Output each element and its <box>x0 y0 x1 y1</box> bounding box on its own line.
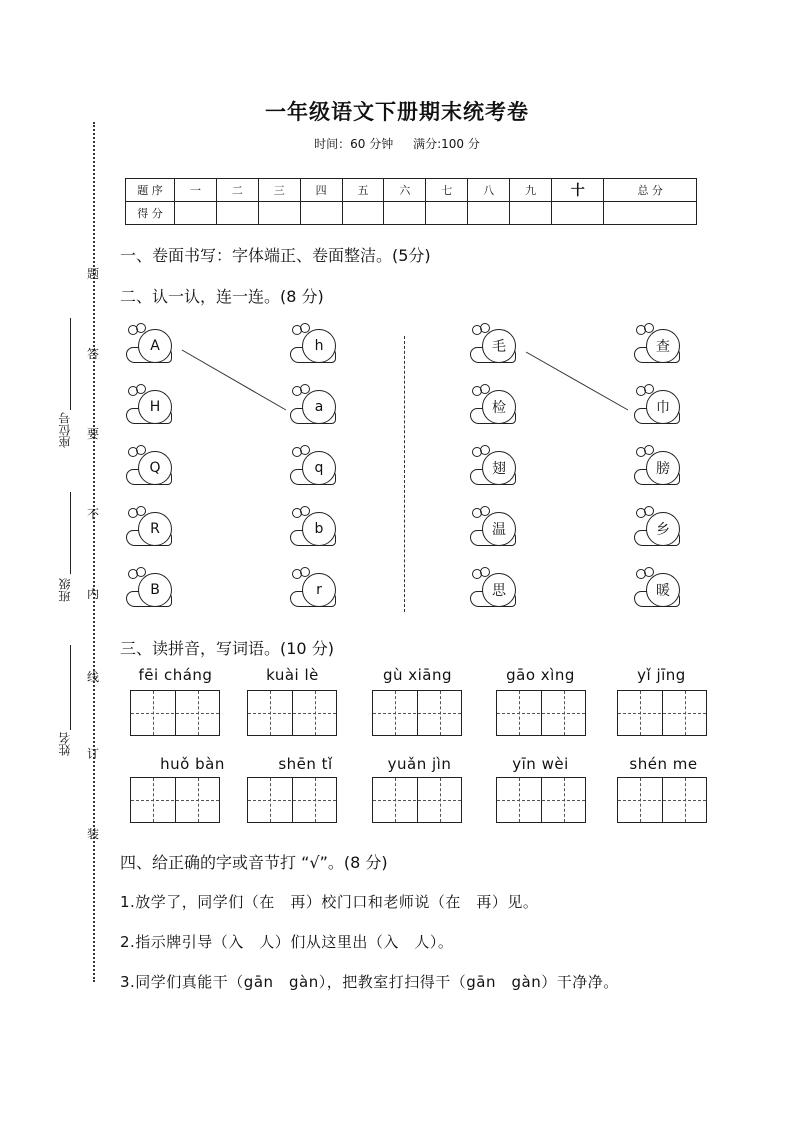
score-input-cell[interactable] <box>342 202 384 225</box>
writing-grid[interactable] <box>247 777 337 823</box>
binding-char: 线 <box>87 670 100 684</box>
grid-guide <box>497 713 585 714</box>
score-input-cell[interactable] <box>604 202 697 225</box>
grid-guide <box>440 691 441 735</box>
score-table <box>125 178 697 225</box>
name-line[interactable] <box>70 645 71 730</box>
score-input-cell[interactable] <box>258 202 300 225</box>
table-cell: 一 <box>175 179 217 202</box>
binding-char: 订 <box>87 747 100 761</box>
seat-number-line[interactable] <box>70 318 71 410</box>
grid-guide <box>131 713 219 714</box>
score-input-cell[interactable] <box>468 202 510 225</box>
writing-grid[interactable] <box>247 690 337 736</box>
snail-letter: q <box>302 451 336 485</box>
pinyin-label: kuài lè <box>266 666 319 684</box>
snail-card[interactable] <box>290 323 340 367</box>
snail-card[interactable] <box>634 567 684 611</box>
table-cell: 二 <box>216 179 258 202</box>
writing-grid[interactable] <box>496 777 586 823</box>
score-input-cell[interactable] <box>552 202 604 225</box>
snail-card[interactable] <box>290 567 340 611</box>
grid-guide <box>685 691 686 735</box>
snail-card[interactable] <box>126 384 176 428</box>
score-input-cell[interactable] <box>300 202 342 225</box>
snail-character: 膀 <box>646 451 680 485</box>
pinyin-label: yuǎn jìn <box>387 755 452 773</box>
snail-character: 思 <box>482 573 516 607</box>
snail-letter: a <box>302 390 336 424</box>
grid-guide <box>519 691 520 735</box>
snail-card[interactable] <box>470 506 520 550</box>
table-cell: 五 <box>342 179 384 202</box>
grid-guide <box>640 778 641 822</box>
pinyin-label: gù xiāng <box>382 666 453 684</box>
snail-card[interactable] <box>470 567 520 611</box>
binding-char: 要 <box>87 427 100 441</box>
table-cell: 八 <box>468 179 510 202</box>
snail-card[interactable] <box>290 384 340 428</box>
grid-guide <box>270 778 271 822</box>
table-cell: 四 <box>300 179 342 202</box>
pinyin-label: huǒ bàn <box>160 755 225 773</box>
question-1[interactable]: 1.放学了，同学们（在 再）校门口和老师说（在 再）见。 <box>120 893 539 911</box>
pinyin-label: gāo xìng <box>506 666 575 684</box>
snail-card[interactable] <box>634 506 684 550</box>
snail-card[interactable] <box>470 323 520 367</box>
grid-guide <box>395 778 396 822</box>
table-cell: 七 <box>426 179 468 202</box>
binding-char: 不 <box>87 507 100 521</box>
snail-card[interactable] <box>290 445 340 489</box>
page-title: 一年级语文下册期末统考卷 <box>265 100 529 124</box>
table-cell: 十 <box>552 179 604 202</box>
snail-card[interactable] <box>126 323 176 367</box>
table-cell: 得 分 <box>126 202 175 225</box>
class-line[interactable] <box>70 492 71 574</box>
writing-grid[interactable] <box>372 690 462 736</box>
snail-card[interactable] <box>634 323 684 367</box>
score-input-cell[interactable] <box>426 202 468 225</box>
grid-guide <box>198 778 199 822</box>
grid-guide <box>315 778 316 822</box>
pinyin-label: yǐ jīng <box>637 666 686 684</box>
grid-guide <box>153 778 154 822</box>
grid-guide <box>497 800 585 801</box>
class-label: 班级 <box>58 578 72 602</box>
grid-guide <box>373 713 461 714</box>
grid-guide <box>153 691 154 735</box>
section-4-heading: 四、给正确的字或音节打 “√”。(8 分) <box>120 853 388 872</box>
pinyin-label: fēi cháng <box>138 666 213 684</box>
exam-full-score: 满分:100 分 <box>413 137 480 151</box>
grid-guide <box>248 713 336 714</box>
binding-char: 答 <box>87 347 100 361</box>
table-cell: 九 <box>510 179 552 202</box>
grid-guide <box>440 778 441 822</box>
pinyin-label: yīn wèi <box>512 755 569 773</box>
score-input-cell[interactable] <box>384 202 426 225</box>
table-cell: 题 序 <box>126 179 175 202</box>
grid-guide <box>685 778 686 822</box>
snail-letter: R <box>138 512 172 546</box>
table-cell: 六 <box>384 179 426 202</box>
writing-grid[interactable] <box>372 777 462 823</box>
snail-character: 乡 <box>646 512 680 546</box>
binding-char: 内 <box>87 587 100 601</box>
match-line-mao-jin <box>526 352 628 410</box>
score-input-cell[interactable] <box>216 202 258 225</box>
grid-guide <box>564 778 565 822</box>
section-2-heading: 二、认一认，连一连。(8 分) <box>120 287 324 306</box>
grid-guide <box>198 691 199 735</box>
grid-guide <box>373 800 461 801</box>
writing-grid[interactable] <box>130 690 220 736</box>
writing-grid[interactable] <box>130 777 220 823</box>
snail-character: 巾 <box>646 390 680 424</box>
snail-card[interactable] <box>470 384 520 428</box>
grid-guide <box>640 691 641 735</box>
snail-card[interactable] <box>634 445 684 489</box>
snail-letter: A <box>138 329 172 363</box>
snail-letter: H <box>138 390 172 424</box>
snail-letter: h <box>302 329 336 363</box>
table-cell: 三 <box>258 179 300 202</box>
match-line-a-a <box>182 350 286 410</box>
snail-character: 暖 <box>646 573 680 607</box>
name-label: 姓名 <box>58 732 72 756</box>
writing-grid[interactable] <box>617 690 707 736</box>
grid-guide <box>564 691 565 735</box>
binding-dotted-line <box>93 122 95 982</box>
snail-letter: b <box>302 512 336 546</box>
exam-time: 时间：60 分钟 <box>314 137 394 151</box>
seat-number-label: 座位号 <box>58 412 72 448</box>
snail-letter: Q <box>138 451 172 485</box>
snail-card[interactable] <box>634 384 684 428</box>
snail-card[interactable] <box>290 506 340 550</box>
score-input-cell[interactable] <box>175 202 217 225</box>
writing-grid[interactable] <box>617 777 707 823</box>
snail-character: 翅 <box>482 451 516 485</box>
grid-guide <box>248 800 336 801</box>
snail-character: 检 <box>482 390 516 424</box>
pinyin-label: shén me <box>629 755 698 773</box>
question-2[interactable]: 2.指示牌引导（入 人）们从这里出（入 人）。 <box>120 933 454 951</box>
snail-card[interactable] <box>126 567 176 611</box>
exam-meta <box>0 135 794 152</box>
snail-card[interactable] <box>126 445 176 489</box>
snail-character: 温 <box>482 512 516 546</box>
grid-guide <box>618 800 706 801</box>
snail-card[interactable] <box>126 506 176 550</box>
binding-char: 装 <box>87 827 100 841</box>
snail-character: 毛 <box>482 329 516 363</box>
grid-guide <box>270 691 271 735</box>
grid-guide <box>395 691 396 735</box>
grid-guide <box>315 691 316 735</box>
question-3[interactable]: 3.同学们真能干（gān gàn），把教室打扫得干（gān gàn）干净净。 <box>120 973 619 991</box>
score-input-cell[interactable] <box>510 202 552 225</box>
grid-guide <box>519 778 520 822</box>
grid-guide <box>618 713 706 714</box>
grid-guide <box>131 800 219 801</box>
snail-letter: B <box>138 573 172 607</box>
binding-char: 题 <box>87 267 100 281</box>
writing-grid[interactable] <box>496 690 586 736</box>
score-table-header-row <box>126 179 697 202</box>
pinyin-label: shēn tǐ <box>278 755 333 773</box>
snail-card[interactable] <box>470 445 520 489</box>
score-table-score-row <box>126 202 697 225</box>
section-1-heading: 一、卷面书写：字体端正、卷面整洁。(5分) <box>120 246 431 265</box>
snail-letter: r <box>302 573 336 607</box>
table-cell: 总 分 <box>604 179 697 202</box>
snail-character: 查 <box>646 329 680 363</box>
center-divider <box>404 336 405 612</box>
section-3-heading: 三、读拼音，写词语。(10 分) <box>120 639 334 658</box>
